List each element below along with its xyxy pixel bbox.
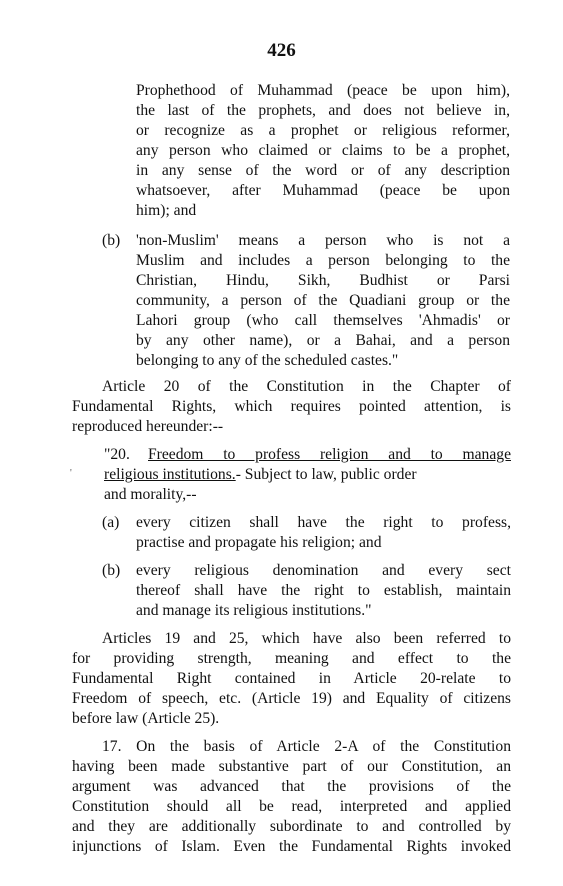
text-line: in any sense of the word or of any description [136,162,510,179]
text-line: every religious denomination and every sect [136,562,511,579]
text-line: 'non-Muslim' means a person who is not a [136,232,510,249]
page-mark: ' [70,468,72,479]
text-line: - Subject to law, public order [235,466,417,483]
text-line: the last of the prophets, and does not believe in, [136,102,510,119]
text-line: Prophethood of Muhammad (peace be upon him), [136,82,510,99]
text-line: by any other name), or a Bahai, and a person [136,332,510,349]
text-line: Freedom of speech, etc. (Article 19) and Equality of citizens [72,690,511,707]
text-line: Christian, Hindu, Sikh, Budhist or Parsi [136,272,510,289]
text-line: and they are additionally subordinate to and controlled by [72,818,511,835]
text-line: and manage its religious institutions." [136,602,372,619]
text-line: and morality,-- [104,486,197,503]
text-line: every citizen shall have the right to profess, [136,514,511,531]
text-line: Article 20 of the Constitution in the Chapter of [102,378,511,395]
text-line: 17. On the basis of Article 2-A of the Constitution [102,738,511,755]
text-line: or recognize as a prophet or religious reformer, [136,122,510,139]
text-line [104,466,417,484]
clause-marker: (b) [102,232,121,249]
text-line: belonging to any of the scheduled castes." [136,352,399,369]
text-line: injunctions of Islam. Even the Fundamental Rights invoked [72,838,511,855]
text-line: whatsoever, after Muhammad (peace be upon [136,182,510,199]
clause-marker: (b) [102,562,121,579]
text-line: for providing strength, meaning and effect to the [72,650,511,667]
text-line: any person who claimed or claims to be a prophet, [136,142,510,159]
text-line: Fundamental Right contained in Article 20-relate to [72,670,511,687]
text-line: Muslim and includes a person belonging to the [136,252,510,269]
clause-marker: (a) [102,514,120,531]
page-number: 426 [267,40,296,61]
text-line: reproduced hereunder:-- [72,418,224,435]
text-line: before law (Article 25). [72,710,220,727]
text-line: him); and [136,202,197,219]
text-line: community, a person of the Quadiani group or the [136,292,510,309]
text-line: having been made substantive part of our Constitution, an [72,758,511,775]
text-line: Constitution should all be read, interpreted and applied [72,798,511,815]
text-line: thereof shall have the right to establish, maintain [136,582,511,599]
text-line: Lahori group (who call themselves 'Ahmadis' or [136,312,510,329]
text-line: Articles 19 and 25, which have also been referred to [102,630,511,647]
article-heading: Freedom to profess religion and to manage [148,446,511,463]
article-heading: religious institutions. [104,466,236,483]
article-number: "20. [104,446,130,463]
text-line: practise and propagate his religion; and [136,534,382,551]
text-line: argument was advanced that the provisions of the [72,778,511,795]
text-line: Fundamental Rights, which requires pointed attention, is [72,398,511,415]
